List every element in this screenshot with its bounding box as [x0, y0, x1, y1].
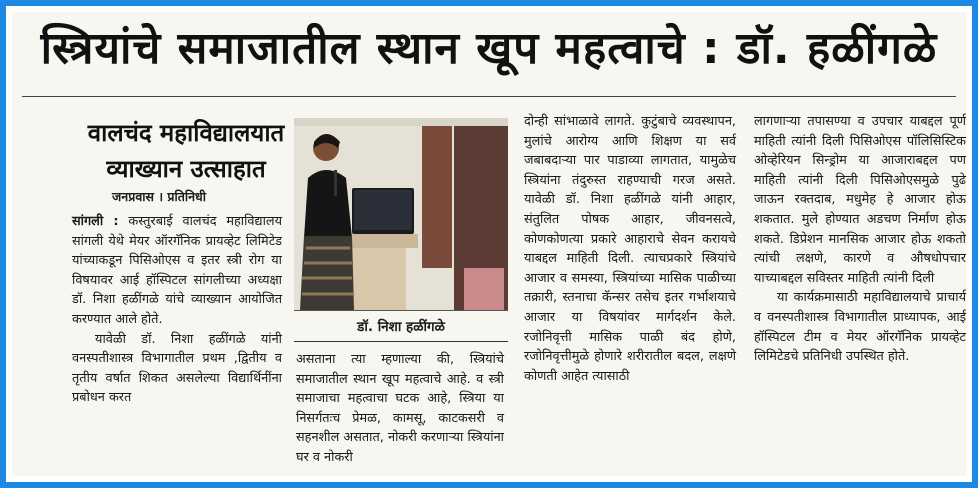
paragraph: यावेळी डॉ. निशा हळींगळे यांनी वनस्पतीशास्त्र विभागातील प्रथम ,द्वितीय व तृतीय वर्षात शिकत असलेल्या विद्यार्थिनींना प्रबोधन करत [72, 331, 282, 406]
article-column-3 [524, 112, 736, 386]
headline: स्त्रियांचे समाजातील स्थान खूप महत्वाचे : डॉ. हळींगळे [40, 23, 938, 74]
subheadline-line1: वालचंद महाविद्यालयात [87, 119, 285, 147]
photo-caption: डॉ. निशा हळींगळे [294, 310, 508, 342]
article-column-2 [296, 350, 504, 468]
dateline: सांगली : [72, 214, 119, 229]
byline: जनप्रवास । प्रतिनिधी [112, 189, 206, 204]
paragraph: दोन्ही सांभाळावे लागते. कुटुंबाचे व्यवस्थापन, मुलांचे आरोग्य आणि शिक्षण या सर्व जबाबदाऱ्या पार पाडाव्या लागतात, यामुळेच स्त्रियांना तंदुरुस्त राहण्याची गरज असते. यावेळी डॉ. निशा हळींगळे यांनी आहार, संतुलित पोषक आहार, जीवनसत्वे, कोणकोणत्या प्रकारे आहाराचे सेवन करायचे याबद्दल माहिती दिली. त्याचप्रकारे स्त्रियांचे आजार व समस्या, स्त्रियांच्या मासिक पाळीच्या तक्रारी, स्तनाचा कॅन्सर तसेच इतर गर्भाशयाचे आजार या विषयांवर मार्गदर्शन केले. रजोनिवृत्ती मासिक पाळी बंद होणे, रजोनिवृत्तीमुळे होणारे शरीरातील बदल, लक्षणे कोणती आहेत त्यासाठी [524, 114, 736, 384]
newspaper-clipping [12, 12, 966, 476]
article-column-4 [754, 112, 966, 367]
subheadline-line2: व्याख्यान उत्साहात [106, 155, 266, 183]
article-column-1 [72, 212, 282, 408]
paragraph: असताना त्या म्हणाल्या की, स्त्रियांचे समाजातील स्थान खूप महत्वाचे आहे. व स्त्री समाजाचा महत्वाचा घटक आहे, स्त्रिया या निसर्गतःच प्रेमळ, कामसू, काटकसरी व सहनशील असतात, नोकरी करणाऱ्या स्त्रियांना घर व नोकरी [296, 352, 504, 465]
paragraph-text: कस्तुरबाई वालचंद महाविद्यालय सांगली येथे मेयर ऑरगॅनिक प्रायव्हेट लिमिटेड यांच्याकडून पिसिओएस व इतर स्त्री रोग या विषयावर आई हॉस्पिटल सांगलीच्या अध्यक्षा डॉ. निशा हळींगळे यांचे व्याख्यान आयोजित करण्यात आले होते. [72, 214, 282, 327]
headline-divider [22, 96, 956, 97]
paragraph [72, 212, 282, 330]
speaker-photo-illustration [294, 118, 508, 310]
paragraph: या कार्यक्रमासाठी महाविद्यालयाचे प्राचार्य व वनस्पतीशास्त्र विभागातील प्राध्यापक, आई हॉस्पिटल टीम व मेयर ऑरगॅनिक प्रायव्हेट लिमिटेडचे प्रतिनिधी उपस्थित होते. [754, 290, 966, 365]
speaker-photo [294, 118, 508, 310]
paragraph: लागणाऱ्या तपासण्या व उपचार याबद्दल पूर्ण माहिती त्यांनी दिली पिसिओएस पॉलिसिस्टिक ओव्हेरियन सिन्ड्रोम या आजाराबद्दल पण माहिती त्यांनी दिली पिसिओएसमुळे पुढे जाऊन रक्तदाब, मधुमेह हे आजार होऊ शकतात. मुले होण्यात अडचण निर्माण होऊ शकते. डिप्रेशन मानसिक आजार होऊ शकतो त्यांची लक्षणे, कारणे व औषधोपचार याच्याबद्दल सविस्तर माहिती त्यांनी दिली [754, 114, 966, 286]
